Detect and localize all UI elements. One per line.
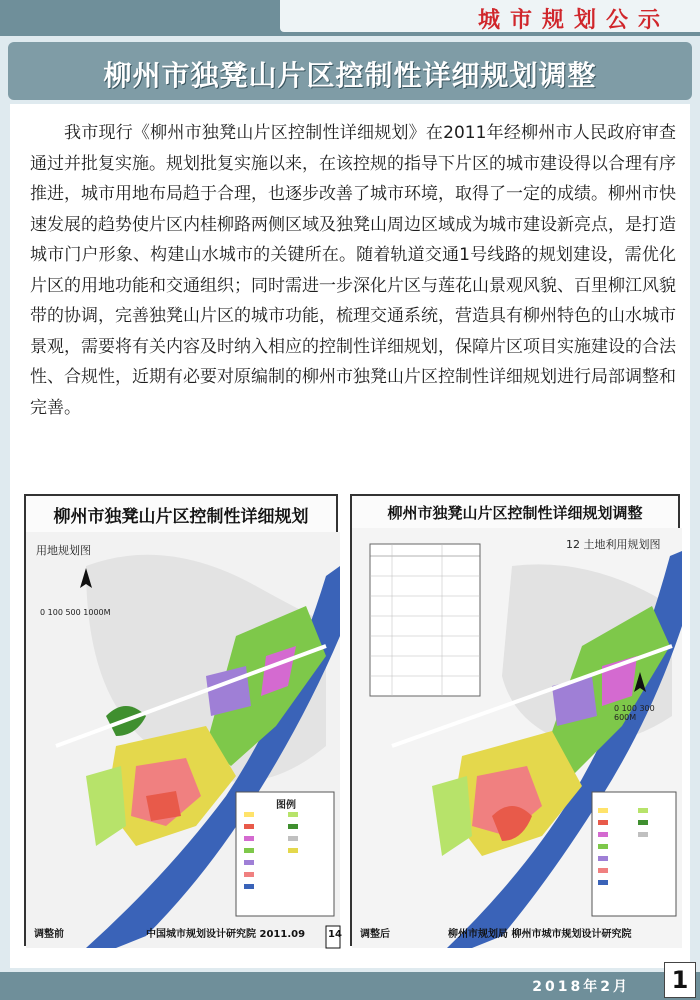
map-after-subtitle: 12 土地利用规划图 xyxy=(566,538,661,551)
map-after-footer-right: 柳州市规划局 柳州市城市规划设计研究院 xyxy=(448,929,632,940)
map-after-title: 柳州市独凳山片区控制性详细规划调整 xyxy=(387,504,643,522)
body-paragraph: 我市现行《柳州市独凳山片区控制性详细规划》在2011年经柳州市人民政府审查通过并批复实施。规划批复实施以来，在该控规的指导下片区的城市建设得以合理有序推进，城市用地布局趋于合理，也逐步改善了城市环境，取得了一定的成绩。柳州市快速发展的趋势使片区内桂柳路两侧区域及独凳山周边区域成为城市建设新亮点，是打造城市门户形象、构建山水城市的关键所在。随着轨道交通1号线路的规划建设，需优化片区的用地功能和交通组织；同时需进一步深化片区与莲花山景观风貌、百里柳江风貌带的协调，完善独凳山片区的城市功能，梳理交通系统，营造具有柳州特色的山水城市景观，需要将有关内容及时纳入相应的控制性详细规划，保障片区项目实施建设的合法性、合规性，近期有必要对原编制的柳州市独凳山片区控制性详细规划进行局部调整和完善。 xyxy=(30,123,676,418)
map-before-legend-title: 图例 xyxy=(276,800,296,811)
page-number: 1 xyxy=(664,962,696,998)
page-title: 柳州市独凳山片区控制性详细规划调整 xyxy=(103,59,597,92)
map-after-scale: 0 100 300 600M xyxy=(614,704,655,722)
map-before-title: 柳州市独凳山片区控制性详细规划 xyxy=(53,507,309,527)
map-after-footer-left: 调整后 xyxy=(360,929,390,940)
map-before-subtitle: 用地规划图 xyxy=(36,544,91,557)
map-after xyxy=(350,494,680,946)
header-label-box xyxy=(280,0,700,32)
map-before xyxy=(24,494,342,946)
title-bar xyxy=(8,42,692,100)
map-before-footer-right: 中国城市规划设计研究院 2011.09 xyxy=(146,929,306,940)
map-before-drawing xyxy=(26,496,340,948)
map-before-footer-left: 调整前 xyxy=(34,929,64,940)
header-label: 城市规划公示 xyxy=(477,7,670,33)
map-before-scale: 0 100 500 1000M xyxy=(40,608,111,617)
map-before-sheet-no: 14 xyxy=(328,929,342,940)
map-after-drawing xyxy=(352,496,682,948)
footer-band xyxy=(0,972,700,1000)
footer-date: 2018年2月 xyxy=(532,979,630,995)
